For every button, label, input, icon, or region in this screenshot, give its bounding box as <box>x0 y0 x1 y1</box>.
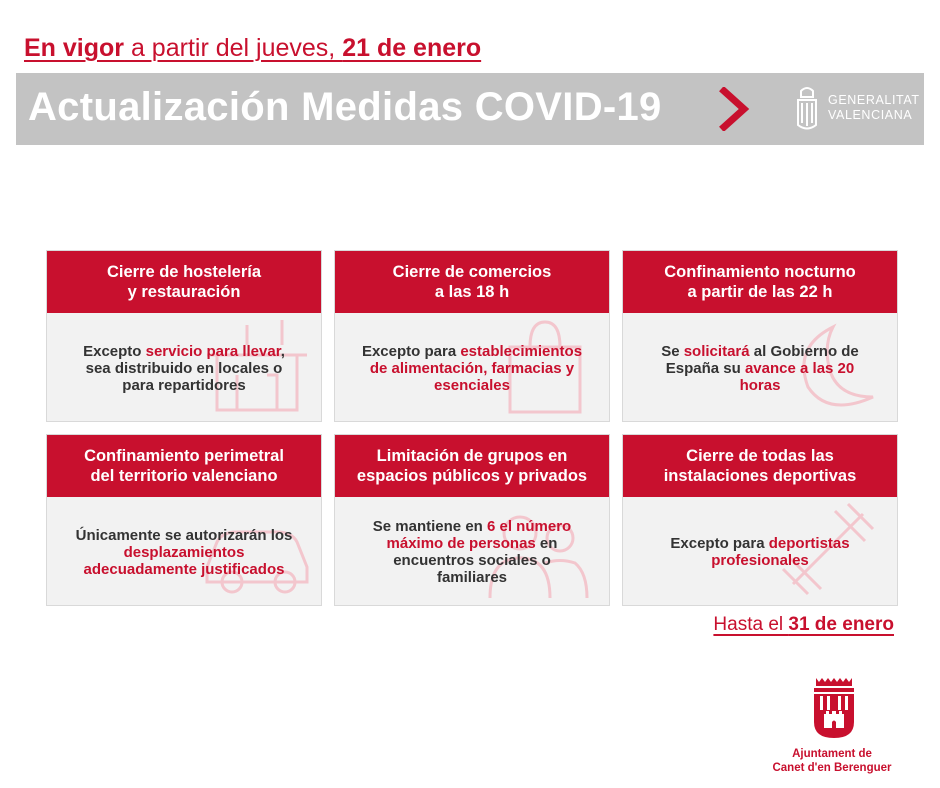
valid-until-date: 31 de enero <box>788 614 894 635</box>
card-body: Excepto para establecimientos de alimentación, farmacias y esenciales <box>335 313 609 422</box>
card-body: Se solicitará al Gobierno de España su avance a las 20 horas <box>623 313 897 422</box>
card-body: Se mantiene en 6 el número máximo de personas en encuentros sociales o familiares <box>335 497 609 606</box>
highlight: servicio para llevar <box>145 342 281 360</box>
card-title-line1: Confinamiento perimetral <box>84 447 284 465</box>
card-title-line1: Cierre de hostelería <box>106 263 262 281</box>
measure-card-perimeter <box>46 434 322 606</box>
measure-card-shops <box>334 250 610 422</box>
card-body: Excepto para deportistas profesionales <box>623 497 897 606</box>
card-title <box>47 251 321 313</box>
measure-card-hospitality <box>46 250 322 422</box>
highlight: avance a las 20 horas <box>739 359 855 394</box>
card-title-line2: y restauración <box>127 283 241 301</box>
card-title <box>335 251 609 313</box>
generalitat-wordmark <box>828 93 920 123</box>
card-title <box>47 435 321 497</box>
measure-card-curfew <box>622 250 898 422</box>
highlight: desplazamientos adecuadamente justificados <box>83 543 285 578</box>
card-title <box>335 435 609 497</box>
effective-date: 21 de enero <box>342 34 482 62</box>
ayuntamiento-line1: Ajuntament de <box>792 748 872 760</box>
ayuntamiento-name <box>752 747 912 775</box>
card-title-line2: espacios públicos y privados <box>356 467 588 485</box>
effective-label: En vigor <box>24 34 125 62</box>
highlight: deportistas profesionales <box>711 535 850 569</box>
effective-date-line <box>24 34 481 63</box>
card-body: Únicamente se autorizarán los desplazamientos adecuadamente justificados <box>47 497 321 606</box>
title-banner <box>16 73 924 145</box>
page-title: Actualización Medidas COVID-19 <box>28 85 662 129</box>
card-title-line1: Cierre de todas las <box>686 447 834 465</box>
chevron-right-icon <box>718 87 750 131</box>
generalitat-line1: GENERALITAT <box>828 93 920 107</box>
card-title-line2: a partir de las 22 h <box>687 283 833 301</box>
ayuntamiento-line2: Canet d'en Berenguer <box>772 762 892 774</box>
measure-card-groups <box>334 434 610 606</box>
highlight: solicitará <box>683 342 750 360</box>
card-title-line2: del territorio valenciano <box>90 467 278 485</box>
card-title <box>623 251 897 313</box>
generalitat-line2: VALENCIANA <box>828 108 913 122</box>
generalitat-logo-icon <box>792 85 822 133</box>
effective-text: a partir del jueves, <box>124 34 343 62</box>
card-title-line2: instalaciones deportivas <box>663 467 857 485</box>
card-title <box>623 435 897 497</box>
card-title-line2: a las 18 h <box>434 283 510 301</box>
ayuntamiento-shield-icon <box>812 676 856 740</box>
card-title-line1: Cierre de comercios <box>392 263 552 281</box>
highlight: establecimientos de alimentación, farmacias y esenciales <box>369 342 583 394</box>
valid-until: Hasta el 31 de enero <box>713 614 894 635</box>
card-title-line1: Confinamiento nocturno <box>664 263 856 281</box>
card-body: Excepto servicio para llevar, sea distribuido en locales o para repartidores <box>47 313 321 422</box>
measure-card-sports <box>622 434 898 606</box>
highlight: 6 el número máximo de personas <box>386 518 572 552</box>
card-title-line1: Limitación de grupos en <box>376 447 568 465</box>
